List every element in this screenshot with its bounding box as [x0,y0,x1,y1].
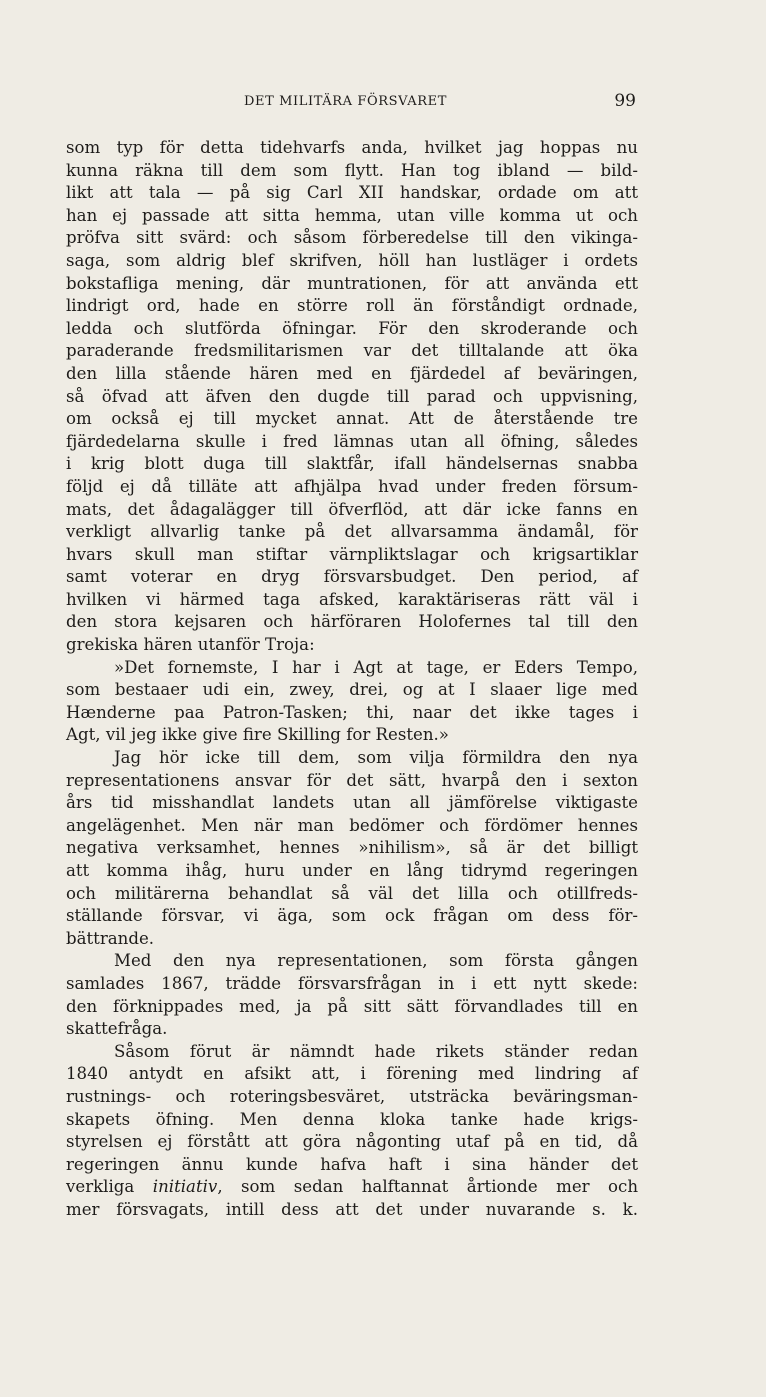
text-line: likt att tala — på sig Carl XII handskar, ordade om att [66,183,638,203]
text-line: och militärerna behandlat så väl det lilla och otillfreds- [66,883,638,903]
text-line: lindrigt ord, hade en större roll än förståndigt ordnade, [66,296,638,316]
text-fragment: verkliga [66,1177,153,1197]
text-line: kunna räkna till dem som flytt. Han tog ibland — bild- [66,160,638,180]
text-line: angelägenhet. Men när man bedömer och fördömer hennes [66,815,638,835]
text-line: Med den nya representationen, som första gången [114,951,638,971]
text-line: skapets öfning. Men denna kloka tanke hade krigs- [66,1109,638,1129]
text-line: hvilken vi härmed taga afsked, karaktäriseras rätt väl i [66,589,638,609]
text-line: styrelsen ej förstått att göra någonting utaf på en tid, då [66,1132,638,1152]
text-line: om också ej till mycket annat. Att de återstående tre [66,409,638,429]
text-line: pröfva sitt svärd: och såsom förberedelse till den vikinga- [66,228,638,248]
text-line: paraderande fredsmilitarismen var det tilltalande att öka [66,341,638,361]
text-line: 1840 antydt en afsikt att, i förening med lindring af [66,1064,638,1084]
quote-line: Hænderne paa Patron-Tasken; thi, naar det ikke tages i [66,702,638,722]
text-line: rustnings- och roteringsbesväret, utsträcka beväringsman- [66,1086,638,1106]
text-line: den stora kejsaren och härföraren Holofernes tal till den [66,612,638,632]
quote-line: som bestaaer udi ein, zwey, drei, og at I slaaer lige med [66,680,638,700]
text-line: följd ej då tilläte att afhjälpa hvad under freden försum- [66,476,638,496]
text-line: som typ för detta tidehvarfs anda, hvilket jag hoppas nu [66,138,638,157]
text-line: mer försvagats, intill dess att det under nuvarande s. k. [66,1199,638,1219]
text-line: han ej passade att sitta hemma, utan ville komma ut och [66,205,638,225]
text-fragment: , som sedan halftannat årtionde mer och [217,1177,639,1197]
text-line-with-italic [66,1176,638,1199]
text-line: hvars skull man stiftar värnpliktslagar och krigsartiklar [66,544,638,564]
text-line: bättrande. [66,928,155,948]
text-line: representationens ansvar för det sätt, hvarpå den i sexton [66,770,638,790]
text-line: så öfvad att äfven den dugde till parad och uppvisning, [66,386,638,406]
text-line: Jag hör icke till dem, som vilja förmildra den nya [114,748,638,768]
text-line: samlades 1867, trädde försvarsfrågan in i ett nytt skede: [66,973,638,993]
text-line: regeringen ännu kunde hafva haft i sina händer det [66,1154,638,1174]
text-line: verkligt allvarlig tanke på det allvarsamma ändamål, för [66,522,638,542]
text-line: ledda och slutförda öfningar. För den skroderande och [66,318,638,338]
text-line: att komma ihåg, huru under en lång tidrymd regeringen [66,861,638,880]
text-line: grekiska hären utanför Troja: [66,635,315,655]
text-line: saga, som aldrig blef skrifven, höll han lustläger i ordets [66,250,638,270]
text-line: negativa verksamhet, hennes »nihilism», så är det billigt [66,838,638,858]
quote-line: »Det fornemste, I har i Agt at tage, er Eders Tempo, [114,657,638,677]
text-line: ställande försvar, vi äga, som ock frågan om dess för- [66,906,638,926]
text-line: den lilla stående hären med en fjärdedel af beväringen, [66,363,638,383]
body-text [66,137,638,1222]
quote-line: Agt, vil jeg ikke give fire Skilling for Resten.» [66,725,449,745]
text-line: bokstafliga mening, där muntrationen, för att använda ett [66,273,638,293]
text-line: mats, det ådagalägger till öfverflöd, att där icke fanns en [66,499,638,519]
italic-word: initiativ [152,1177,218,1197]
text-line: samt voterar en dryg försvarsbudget. Den period, af [66,567,638,587]
text-line: skattefråga. [66,1019,168,1039]
text-line: den förknippades med, ja på sitt sätt förvandlades till en [66,996,638,1016]
text-line: års tid misshandlat landets utan all jämförelse viktigaste [66,793,638,813]
text-line: fjärdedelarna skulle i fred lämnas utan all öfning, således [66,431,638,451]
text-line: Såsom förut är nämndt hade rikets ständer redan [114,1041,638,1061]
page-number: 99 [614,91,636,111]
running-head: DET MILITÄRA FÖRSVARET [244,94,448,109]
text-line: i krig blott duga till slaktfår, ifall händelsernas snabba [66,454,638,474]
